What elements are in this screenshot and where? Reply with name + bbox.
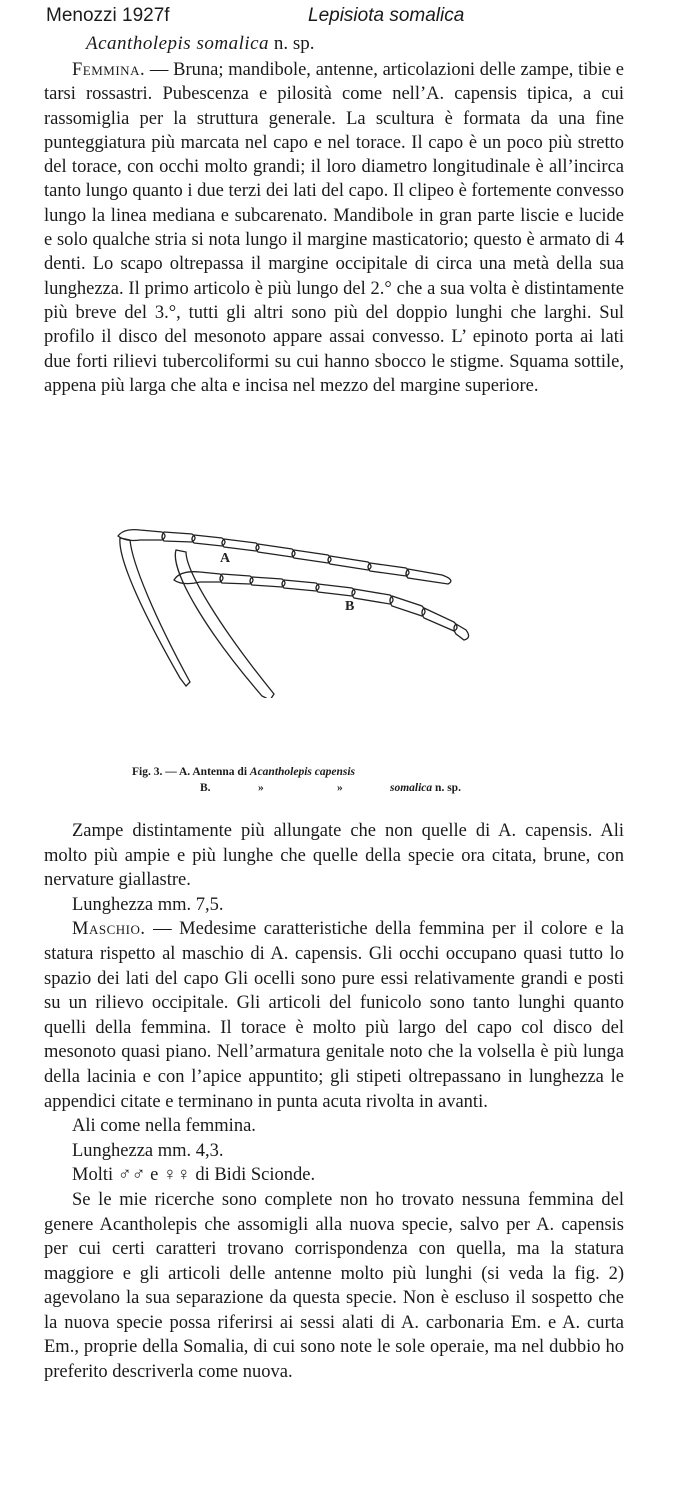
material-examined: Molti ♂♂ e ♀♀ di Bidi Scionde. xyxy=(72,1165,316,1186)
legs-wings-paragraph: Zampe distintamente più allungate che non quelle di A. capensis. Ali molto più ampie e più lunghe che quelle della specie ora citata, brune, con nervature giallastre. xyxy=(44,821,624,891)
continued-description xyxy=(44,819,624,1385)
title-species-name: Acantholepis somalica xyxy=(86,33,270,54)
caption-ditto-2: » xyxy=(337,782,343,794)
male-label: Maschio. xyxy=(72,919,146,940)
header-species: Lepisiota somalica xyxy=(308,5,465,26)
antenna-b-label: B xyxy=(345,599,355,614)
caption-species-a: Acantholepis capensis xyxy=(249,766,356,778)
female-label: Femmina. xyxy=(72,60,146,80)
female-length: Lunghezza mm. 7,5. xyxy=(72,894,224,915)
figure-caption-line1 xyxy=(132,766,355,778)
discussion-paragraph: Se le mie ricerche sono complete non ho trovato nessuna femmina del genere Acantholepis che assomigli alla nuova specie, salvo per A. capensis per cui certi caratteri trovano corrispondenza con quella, ma la statura maggiore e gli articoli delle antenne molto più lunghi (si veda la fig. 2) agevolano la sua separazione da questa specie. Non è escluso il sospetto che la nuova specie possa riferirsi ai sessi alati di A. carbonaria Em. e A. curta Em., proprie della Somalia, di cui sono note le sole operaie, ma nel dubbio ho preferito descriverla come nuova. xyxy=(44,1189,624,1383)
title-suffix: n. sp. xyxy=(273,33,315,54)
female-text: — Bruna; mandibole, antenne, articolazioni delle zampe, tibie e tarsi rossastri. Pubescenza e pilosità come nell’A. capensis tipica, a cui rassomiglia per la struttura generale. La scultura è formata da una fine punteggiatura più marcata nel capo e nel torace. Il capo è un poco più stretto del torace, con occhi molto grandi; il loro diametro longitudinale è all’incirca tanto lungo quanto i due terzi dei lati del capo. Il clipeo è fortemente convesso lungo la linea mediana e subcarenato. Mandibole in gran parte liscie e lucide e solo qualche stria si nota lungo il margine masticatorio; questo è armato di 4 denti. Lo scapo oltrepassa il margine occipitale di circa una metà della sua lunghezza. Il primo articolo è più lungo del 2.° che a sua volta è distintamente più breve del 3.°, tutti gli altri sono più del doppio lunghi che larghi. Sul profilo il disco del mesonoto appare assai convesso. L’ epinoto porta ai lati due forti rilievi tubercoliformi su cui hanno sbocco le stigme. Squama sottile, appena più larga che alta e incisa nel mezzo del margine superiore. xyxy=(44,60,625,396)
female-description xyxy=(44,58,624,398)
caption-species-b: somalica n. sp. xyxy=(390,782,461,794)
male-length: Lunghezza mm. 4,3. xyxy=(72,1140,224,1161)
antenna-figure xyxy=(110,518,470,698)
male-text: — Medesime caratteristiche della femmina per il colore e la statura rispetto al maschio di A. capensis. Gli occhi occupano quasi tutto lo spazio dei lati del capo Gli ocelli sono pure essi relativamente grandi e posti su un rilievo occipitale. Gli articoli del funicolo sono tanto lunghi quanto quelli della femmina. Il torace è molto più largo del capo col disco del mesonoto quasi piano. Nell’armatura genitale noto che la volsella è più lunga della lacinia e con l’apice appuntito; gli stipeti oltrepassano in lunghezza le appendici citate e terminano in punta acuta rivolta in avanti. xyxy=(44,919,625,1112)
caption-ditto-1: » xyxy=(258,782,264,794)
male-wings: Ali come nella femmina. xyxy=(72,1116,256,1137)
header-citation: Menozzi 1927f xyxy=(46,5,170,26)
caption-prefix: Fig. 3. — A. Antenna di xyxy=(132,766,248,778)
antenna-a-scape xyxy=(120,538,190,686)
caption-b-label: B. xyxy=(200,782,211,794)
species-title xyxy=(86,33,314,55)
male-paragraph xyxy=(44,917,624,1114)
antenna-a-label: A xyxy=(220,551,231,566)
